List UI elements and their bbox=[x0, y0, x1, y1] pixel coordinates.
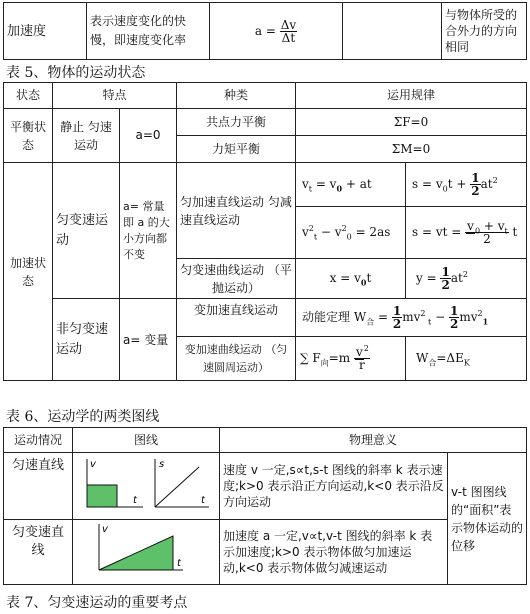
s2a: s = bbox=[412, 225, 436, 239]
s1c: at bbox=[480, 177, 493, 191]
t5-const-a: a= 常量 即 a 的大小方向都不变 bbox=[120, 163, 177, 299]
t5-moment-law: ΣM=0 bbox=[296, 136, 527, 163]
t5-f-v2: $v^2_t - v^2_0 = 2as$ bbox=[296, 207, 406, 259]
kin-half2 bbox=[449, 305, 459, 330]
kin-a: 动能定理 W bbox=[302, 310, 367, 324]
s2-den: 2 bbox=[483, 232, 491, 246]
cen-v: v bbox=[355, 345, 363, 359]
t5-f-avg bbox=[406, 207, 527, 259]
t5-force-law: ΣF=0 bbox=[296, 109, 527, 136]
t6-head-meaning: 物理意义 bbox=[220, 428, 527, 453]
top-empty bbox=[343, 3, 442, 60]
kin-n2: 1 bbox=[449, 304, 459, 318]
cen-sub: 向 bbox=[320, 358, 329, 368]
vt-area bbox=[87, 485, 117, 507]
y-half bbox=[440, 266, 450, 291]
s2-subt: t bbox=[504, 226, 508, 236]
t5-uniform-linear: 匀加速直线运动 匀减速直线运动 bbox=[177, 163, 296, 259]
kin-n1: 1 bbox=[392, 304, 402, 318]
v2-a: v bbox=[302, 225, 309, 239]
kin-sub: 合 bbox=[366, 317, 375, 327]
t5-var-a: a= 变量 bbox=[120, 299, 177, 381]
s2-frac bbox=[465, 220, 509, 245]
kin-sq1: 2 bbox=[420, 309, 426, 318]
kin-sub-t: t bbox=[425, 317, 432, 327]
t5-uniform-var: 匀变速运动 bbox=[53, 163, 120, 299]
t5-head-state: 状态 bbox=[4, 83, 53, 109]
kin-sub1: 1 bbox=[482, 316, 489, 327]
s1-half bbox=[470, 172, 480, 197]
table6 bbox=[3, 427, 527, 585]
st-graph bbox=[155, 459, 209, 507]
t6-row1-meaning: 速度 v 一定,s∝t,s-t 图线的斜率 k 表示速度;k>0 表示沿正方向运动,k<0 表示沿反方向运动 bbox=[220, 453, 448, 520]
table7-caption: 表 7、匀变速运动的重要考点 bbox=[6, 595, 188, 611]
cen-den: r bbox=[359, 358, 365, 372]
s1b: t + bbox=[447, 177, 467, 191]
t5-accel-state: 加速状态 bbox=[4, 163, 53, 381]
uniform-motion-graphs bbox=[73, 453, 213, 515]
t6-head-graph: 图线 bbox=[73, 428, 220, 453]
t5-moment-balance: 力矩平衡 bbox=[177, 136, 296, 163]
kin-mv1: mv bbox=[402, 310, 421, 324]
t5-f-displacement bbox=[406, 163, 527, 207]
top-formula bbox=[210, 3, 343, 60]
kin-sq2: 2 bbox=[477, 309, 483, 318]
sq: 2 bbox=[492, 176, 498, 185]
half-den: 2 bbox=[471, 184, 480, 198]
top-note: 与物体所受的合外力的方向相同 bbox=[442, 3, 527, 60]
t5-f-velocity bbox=[296, 163, 406, 207]
v2-sq: 2 bbox=[308, 224, 314, 233]
t6-row2-label: 匀变速直线 bbox=[4, 520, 73, 585]
t5-force-balance: 共点力平衡 bbox=[177, 109, 296, 136]
x-a: x = v bbox=[329, 271, 361, 285]
formula-den: Δt bbox=[281, 30, 296, 45]
vt-graph-uniform bbox=[87, 459, 143, 507]
t5-centripetal bbox=[296, 337, 406, 381]
t5-head-law: 运用规律 bbox=[296, 83, 527, 109]
s1-sub0: 0 bbox=[442, 184, 448, 194]
cen-sq: 2 bbox=[363, 344, 369, 353]
x-tail: t bbox=[366, 271, 372, 285]
y-den: 2 bbox=[441, 278, 450, 292]
kin-minus: − bbox=[431, 310, 446, 324]
top-row-table bbox=[3, 2, 527, 60]
kin-d2: 2 bbox=[449, 317, 459, 331]
v2-sub-t: t bbox=[313, 232, 318, 242]
acc-label-t: t bbox=[177, 558, 181, 569]
st-label-t: t bbox=[201, 495, 205, 506]
t6-row2-meaning: 加速度 a 一定,v∝t,v-t 图线的斜率 k 表示加速度;k>0 表示物体做匀加速运动,k<0 表示物体做匀减速运动 bbox=[220, 520, 448, 585]
t6-row1-label: 匀速直线 bbox=[4, 453, 73, 520]
t5-f-y bbox=[406, 259, 527, 299]
y-tail: at bbox=[450, 271, 463, 285]
cen-a: ∑ F bbox=[300, 351, 321, 365]
vt-label-v: v bbox=[90, 459, 96, 470]
formula-num: Δv bbox=[280, 17, 297, 32]
s2-v: v bbox=[467, 219, 474, 233]
y-a: y = bbox=[416, 271, 437, 285]
kin-d1: 2 bbox=[392, 317, 402, 331]
v2-b: v bbox=[334, 225, 342, 239]
sub-0: 0 bbox=[336, 183, 343, 194]
t5-nonuniform: 非匀变速运动 bbox=[53, 299, 120, 381]
half-num: 1 bbox=[471, 171, 480, 185]
t5-var-curve: 变加速曲线运动 （匀速圆周运动） bbox=[177, 337, 296, 381]
t5-uniform-curve: 匀变速曲线运动 （平抛运动） bbox=[177, 259, 296, 299]
table5-caption: 表 5、物体的运动状态 bbox=[6, 65, 146, 81]
kin-mv2: mv bbox=[459, 310, 478, 324]
t6-row2-graph bbox=[73, 520, 220, 585]
table5 bbox=[3, 82, 527, 381]
v2-tail: = 2as bbox=[351, 225, 391, 239]
tail: + at bbox=[342, 177, 372, 191]
st-line bbox=[155, 467, 199, 507]
t5-work-energy bbox=[406, 337, 527, 381]
t5-balance-features: 静止 匀速运动 bbox=[53, 109, 120, 163]
accel-motion-graph bbox=[73, 520, 213, 580]
eq: = v bbox=[312, 177, 337, 191]
y-sq: 2 bbox=[462, 270, 468, 279]
acc-area bbox=[99, 536, 173, 570]
v: v bbox=[302, 177, 309, 191]
cen-frac bbox=[354, 346, 370, 371]
s2b: vt = bbox=[435, 225, 462, 239]
x-sub0: 0 bbox=[360, 277, 367, 288]
t5-balance-state: 平衡状态 bbox=[4, 109, 53, 163]
vt-label-t: t bbox=[133, 495, 137, 506]
t6-row1-graph bbox=[73, 453, 220, 520]
t5-a0: a=0 bbox=[120, 109, 177, 163]
t5-head-kind: 种类 bbox=[177, 83, 296, 109]
sub-t: t bbox=[308, 184, 312, 194]
we-sub: 合 bbox=[428, 358, 437, 368]
s2-plus: + v bbox=[480, 219, 505, 233]
t5-f-x bbox=[296, 259, 406, 299]
s1a: s = v bbox=[412, 177, 443, 191]
t5-head-feature: 特点 bbox=[53, 83, 177, 109]
top-name: 加速度 bbox=[4, 3, 87, 60]
s2-t: t bbox=[508, 225, 518, 239]
t6-head-case: 运动情况 bbox=[4, 428, 73, 453]
formula-lhs: a = bbox=[254, 23, 276, 38]
st-label-s: s bbox=[159, 459, 165, 470]
s2-sub0: 0 bbox=[474, 226, 481, 236]
we-eq: =ΔE bbox=[436, 351, 464, 365]
cen-eq: =m bbox=[328, 351, 351, 365]
we-k: K bbox=[463, 358, 470, 368]
t5-var-linear: 变加速直线运动 bbox=[177, 299, 296, 337]
table6-caption: 表 6、运动学的两类图线 bbox=[6, 409, 160, 425]
t6-area-note: v-t 图图线的“面积”表示物体运动的位移 bbox=[448, 453, 527, 585]
v2-sq2: 2 bbox=[341, 224, 347, 233]
acc-label-v: v bbox=[102, 524, 108, 535]
v2-sub-0: 0 bbox=[346, 232, 352, 242]
top-desc: 表示速度变化的快慢，即速度变化率 bbox=[87, 3, 210, 60]
kin-eq: = bbox=[374, 310, 389, 324]
formula-frac bbox=[280, 19, 297, 44]
t5-kinetic bbox=[296, 299, 527, 337]
we-a: W bbox=[416, 351, 429, 365]
kin-half1 bbox=[392, 305, 402, 330]
y-num: 1 bbox=[441, 265, 450, 279]
